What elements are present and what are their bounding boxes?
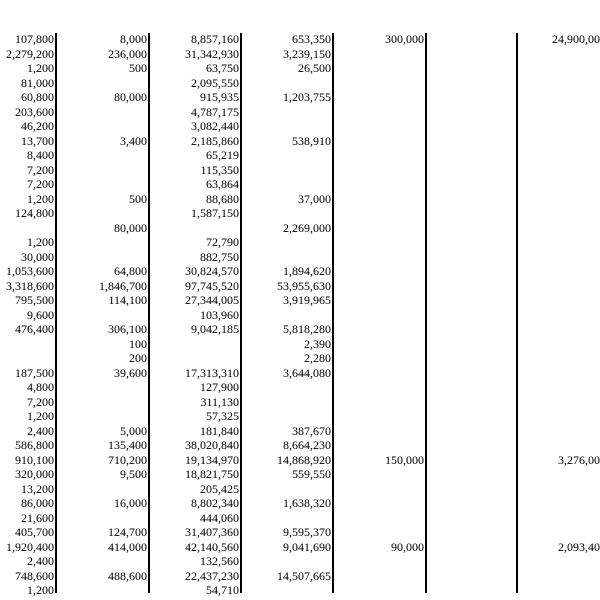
table-cell: 132,560 [200, 554, 239, 568]
table-cell: 30,824,570 [185, 264, 239, 278]
table-row [0, 482, 600, 497]
table-row [0, 279, 600, 294]
table-cell: 114,100 [108, 293, 147, 307]
table-row [0, 76, 600, 91]
table-cell: 1,200 [27, 409, 54, 423]
table-cell: 127,900 [200, 380, 239, 394]
table-cell: 21,600 [21, 510, 54, 525]
table-cell: 1,846,700 [99, 278, 147, 293]
table-cell: 135,400 [108, 438, 147, 452]
table-cell: 107,800 [15, 32, 54, 46]
table-cell: 18,821,750 [185, 467, 239, 481]
table-cell: 2,095,550 [191, 75, 239, 90]
table-cell: 17,313,310 [185, 365, 239, 380]
table-cell: 1,587,150 [191, 206, 239, 220]
table-cell: 2,390 [304, 336, 331, 351]
table-cell: 3,239,150 [283, 46, 331, 61]
table-cell: 882,750 [200, 249, 239, 264]
table-cell: 150,000 [385, 452, 424, 467]
table-cell: 306,100 [108, 322, 147, 336]
table-cell: 2,093,40 [558, 539, 600, 554]
table-cell: 31,342,930 [185, 46, 239, 61]
table-row [0, 308, 600, 323]
table-cell: 748,600 [15, 568, 54, 583]
table-row [0, 322, 600, 337]
table-cell: 22,437,230 [185, 568, 239, 583]
table-cell: 7,200 [27, 177, 54, 191]
table-row [0, 206, 600, 221]
table-cell: 320,000 [15, 467, 54, 481]
table-row [0, 511, 600, 526]
table-row [0, 496, 600, 511]
table-cell: 5,000 [120, 423, 147, 438]
table-cell: 300,000 [385, 32, 424, 46]
table-cell: 444,060 [200, 510, 239, 525]
table-cell: 9,041,690 [283, 539, 331, 554]
table-cell: 205,425 [200, 481, 239, 496]
table-cell: 124,700 [108, 525, 147, 539]
table-cell: 57,325 [206, 409, 239, 423]
table-cell: 476,400 [15, 322, 54, 336]
table-cell: 72,790 [206, 235, 239, 249]
table-cell: 63,864 [206, 177, 239, 191]
table-row [0, 250, 600, 265]
table-cell: 559,550 [292, 467, 331, 481]
table-cell: 16,000 [114, 496, 147, 510]
table-row [0, 583, 600, 598]
table-cell: 500 [129, 191, 147, 206]
table-cell: 8,802,340 [191, 496, 239, 510]
table-row [0, 61, 600, 76]
table-row [0, 351, 600, 366]
table-cell: 81,000 [21, 75, 54, 90]
table-row [0, 105, 600, 120]
table-cell: 4,800 [27, 380, 54, 394]
table-cell: 100 [129, 336, 147, 351]
table-row [0, 177, 600, 192]
table-cell: 915,935 [200, 90, 239, 104]
table-row [0, 47, 600, 62]
table-row [0, 540, 600, 555]
table-cell: 2,280 [304, 351, 331, 365]
table-row [0, 554, 600, 569]
table-cell: 4,787,175 [191, 104, 239, 119]
table-cell: 1,200 [27, 583, 54, 597]
table-cell: 64,800 [114, 264, 147, 278]
table-cell: 2,400 [27, 554, 54, 568]
table-cell: 39,600 [114, 365, 147, 380]
table-cell: 3,644,080 [283, 365, 331, 380]
table-row [0, 438, 600, 453]
table-cell: 2,185,860 [191, 133, 239, 148]
table-row [0, 90, 600, 105]
table-cell: 538,910 [292, 133, 331, 148]
table-cell: 54,710 [206, 583, 239, 597]
table-cell: 115,350 [200, 162, 239, 177]
table-cell: 8,400 [27, 148, 54, 162]
table-cell: 710,200 [108, 452, 147, 467]
table-cell: 13,200 [21, 481, 54, 496]
table-cell: 3,082,440 [191, 119, 239, 133]
table-cell: 405,700 [15, 525, 54, 539]
table-cell: 1,203,755 [283, 90, 331, 104]
table-cell: 203,600 [15, 104, 54, 119]
table-cell: 5,818,280 [283, 322, 331, 336]
table-row [0, 134, 600, 149]
table-cell: 37,000 [298, 191, 331, 206]
table-cell: 88,680 [206, 191, 239, 206]
table-cell: 7,200 [27, 162, 54, 177]
table-cell: 2,279,200 [6, 46, 54, 61]
table-cell: 53,955,630 [277, 278, 331, 293]
table-row [0, 453, 600, 468]
table-cell: 2,269,000 [283, 220, 331, 235]
table-cell: 414,000 [108, 539, 147, 554]
table-row [0, 409, 600, 424]
table-row [0, 221, 600, 236]
table-cell: 60,800 [21, 90, 54, 104]
table-cell: 8,000 [120, 32, 147, 46]
table-cell: 1,200 [27, 61, 54, 75]
table-row [0, 337, 600, 352]
table-cell: 103,960 [200, 307, 239, 322]
table-cell: 42,140,560 [185, 539, 239, 554]
table-row [0, 119, 600, 134]
table-cell: 488,600 [108, 568, 147, 583]
table-cell: 7,200 [27, 394, 54, 409]
table-row [0, 235, 600, 250]
table-cell: 65,219 [206, 148, 239, 162]
table-cell: 3,400 [120, 133, 147, 148]
table-row [0, 32, 600, 47]
table-cell: 387,670 [292, 423, 331, 438]
table-row [0, 395, 600, 410]
table-cell: 3,276,00 [558, 452, 600, 467]
table-row [0, 293, 600, 308]
table-cell: 500 [129, 61, 147, 75]
table-cell: 311,130 [200, 394, 239, 409]
table-cell: 9,500 [120, 467, 147, 481]
table-row [0, 148, 600, 163]
table-row [0, 264, 600, 279]
table-cell: 1,200 [27, 191, 54, 206]
table-cell: 653,350 [292, 32, 331, 46]
table-cell: 19,134,970 [185, 452, 239, 467]
table-cell: 90,000 [391, 539, 424, 554]
table-cell: 200 [129, 351, 147, 365]
table-cell: 27,344,005 [185, 293, 239, 307]
table-cell: 14,507,665 [277, 568, 331, 583]
table-cell: 1,894,620 [283, 264, 331, 278]
table-cell: 9,595,370 [283, 525, 331, 539]
table-cell: 2,400 [27, 423, 54, 438]
table-cell: 1,920,400 [6, 539, 54, 554]
table-cell: 97,745,520 [185, 278, 239, 293]
table-cell: 3,318,600 [6, 278, 54, 293]
table-cell: 1,638,320 [283, 496, 331, 510]
table-cell: 795,500 [15, 293, 54, 307]
table-row [0, 192, 600, 207]
table-cell: 910,100 [15, 452, 54, 467]
table-cell: 30,000 [21, 249, 54, 264]
table-row [0, 569, 600, 584]
table-cell: 187,500 [15, 365, 54, 380]
table-cell: 236,000 [108, 46, 147, 61]
table-row [0, 380, 600, 395]
table-cell: 9,600 [27, 307, 54, 322]
table-cell: 63,750 [206, 61, 239, 75]
table-cell: 8,857,160 [191, 32, 239, 46]
table-cell: 26,500 [298, 61, 331, 75]
table-cell: 586,800 [15, 438, 54, 452]
table-cell: 1,053,600 [6, 264, 54, 278]
table-cell: 80,000 [114, 220, 147, 235]
table-row [0, 467, 600, 482]
table-cell: 24,900,00 [552, 32, 600, 46]
table-cell: 9,042,185 [191, 322, 239, 336]
table-cell: 3,919,965 [283, 293, 331, 307]
table-row [0, 525, 600, 540]
table-cell: 124,800 [15, 206, 54, 220]
table-cell: 14,868,920 [277, 452, 331, 467]
table-cell: 80,000 [114, 90, 147, 104]
table-row [0, 424, 600, 439]
table-cell: 181,840 [200, 423, 239, 438]
table-cell: 38,020,840 [185, 438, 239, 452]
table-cell: 46,200 [21, 119, 54, 133]
table-row [0, 366, 600, 381]
table-cell: 8,664,230 [283, 438, 331, 452]
table-row [0, 163, 600, 178]
table-cell: 1,200 [27, 235, 54, 249]
table-cell: 31,407,360 [185, 525, 239, 539]
table-cell: 86,000 [21, 496, 54, 510]
table-cell: 13,700 [21, 133, 54, 148]
